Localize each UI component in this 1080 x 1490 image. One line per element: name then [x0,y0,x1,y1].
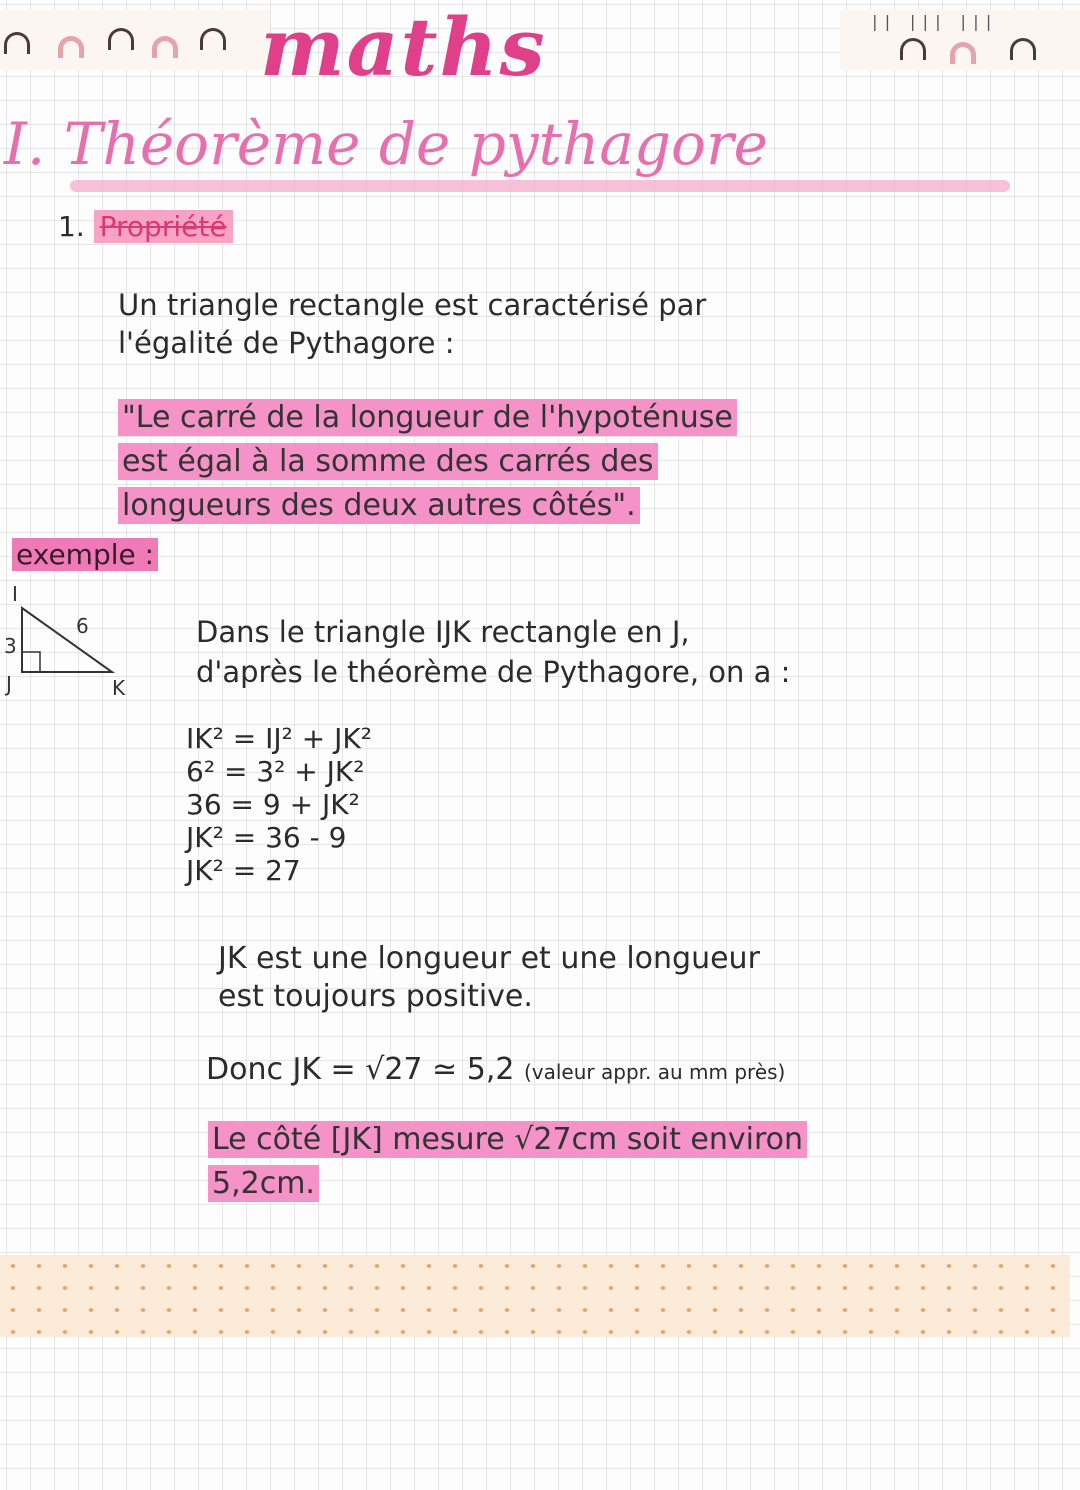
arch-decoration [58,36,84,58]
side-label-ik: 6 [76,614,89,638]
theorem-quote [118,396,988,528]
arch-decoration [950,42,976,64]
section-number: 1. [58,210,85,243]
calculation-steps [186,722,372,887]
example-heading [12,538,158,571]
calc-line: JK² = 36 - 9 [186,821,347,854]
arch-decoration [200,28,226,50]
quote-line: "Le carré de la longueur de l'hypoténuse [118,399,737,436]
calc-line: IK² = IJ² + JK² [186,722,372,755]
intro-line: Un triangle rectangle est caractérisé par [118,288,707,322]
result-main: Donc JK = √27 ≃ 5,2 [206,1052,515,1087]
vertex-label-i: I [12,582,18,606]
chapter-title: I. Théorème de pythagore [4,110,768,178]
explanation-line: d'après le théorème de Pythagore, on a : [196,655,791,689]
conclusion-line: Le côté [JK] mesure √27cm soit environ [208,1121,807,1158]
title-underline [70,180,1010,192]
positivity-remark [218,940,760,1016]
arch-decoration [900,38,926,60]
intro-line: l'égalité de Pythagore : [118,326,455,360]
page-title-script: maths [260,0,547,94]
triangle-sketch [0,580,130,690]
remark-line: est toujours positive. [218,979,533,1014]
washi-tape-bottom [0,1255,1070,1337]
arch-decoration [1010,38,1036,60]
vertex-label-k: K [112,676,126,700]
example-explanation [196,612,790,692]
conclusion-line: 5,2cm. [208,1165,319,1202]
calc-line: 36 = 9 + JK² [186,788,360,821]
intro-text [118,286,706,362]
arch-decoration [152,36,178,58]
calc-line: JK² = 27 [186,854,301,887]
vertex-label-j: J [6,672,12,696]
arch-decoration [108,28,134,50]
quote-line: est égal à la somme des carrés des [118,443,658,480]
remark-line: JK est une longueur et une longueur [218,941,760,976]
result-line [206,1052,785,1087]
explanation-line: Dans le triangle IJK rectangle en J, [196,615,690,649]
conclusion [208,1118,1038,1206]
quote-line: longueurs des deux autres côtés". [118,487,640,524]
example-label: exemple : [12,538,158,571]
calc-line: 6² = 3² + JK² [186,755,365,788]
triangle-shape [22,608,112,672]
washi-tape-top-left [0,10,270,70]
arch-decoration [4,32,30,54]
bars-decoration: || ||| ||| [870,12,997,31]
right-angle-mark [22,652,40,672]
result-note: (valeur appr. au mm près) [523,1060,786,1084]
section-header [58,210,233,243]
side-label-ij: 3 [4,634,17,658]
section-label: Propriété [94,210,233,243]
washi-tape-top-right [840,10,1080,70]
